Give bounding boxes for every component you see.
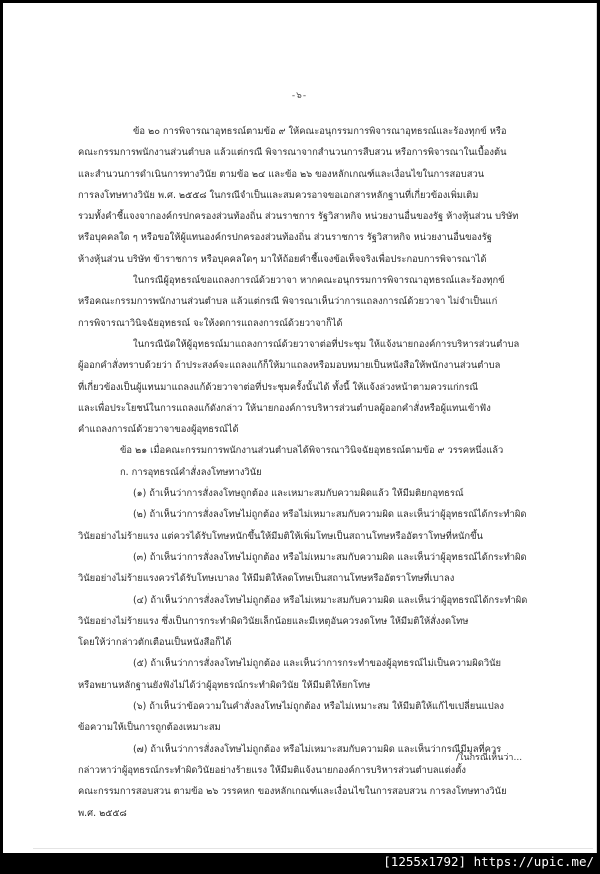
text-line: (๒) ถ้าเห็นว่าการสั่งลงโทษไม่ถูกต้อง หรือไม่เหมาะสมกับความผิด และเห็นว่าผู้อุทธรณ์ได้กระทำผิด xyxy=(133,509,527,521)
text-line: (๖) ถ้าเห็นว่าข้อความในคำสั่งลงโทษไม่ถูกต้อง หรือไม่เหมาะสม ให้มีมติให้แก้ไขเปลี่ยนแปลง xyxy=(133,701,504,713)
text-line: และเพื่อประโยชน์ในการแถลงแก้ดังกล่าว ให้นายกองค์การบริหารส่วนตำบลผู้ออกคำสั่งหรือผู้แทนเข้าฟัง xyxy=(78,402,491,414)
text-line: (๑) ถ้าเห็นว่าการสั่งลงโทษถูกต้อง และเหมาะสมกับความผิดแล้ว ให้มีมติยกอุทธรณ์ xyxy=(133,488,464,500)
text-line: ข้อ ๒๑ เมื่อคณะกรรมการพนักงานส่วนตำบลได้พิจารณาวินิจฉัยอุทธรณ์ตามข้อ ๙ วรรคหนึ่งแล้ว xyxy=(120,445,504,457)
text-line: ข้อความให้เป็นการถูกต้องเหมาะสม xyxy=(78,722,221,734)
text-line: (๓) ถ้าเห็นว่าการสั่งลงโทษไม่ถูกต้อง หรือไม่เหมาะสมกับความผิด และเห็นว่าผู้อุทธรณ์ได้กระทำผิด xyxy=(133,551,527,563)
text-line: การพิจารณาวินิจฉัยอุทธรณ์ จะให้งดการแถลงการณ์ด้วยวาจาก็ได้ xyxy=(78,317,343,329)
page-bottom-edge xyxy=(33,848,593,849)
text-line: วินัยอย่างไม่ร้ายแรง ซึ่งเป็นการกระทำผิดวินัยเล็กน้อยและมีเหตุอันควรงดโทษ ให้มีมติให้สั่งงดโทษ xyxy=(78,615,469,627)
image-host-watermark: [1255x1792] https://upic.me/ xyxy=(383,854,594,869)
text-line: วินัยอย่างไม่ร้ายแรง แต่ควรได้รับโทษหนักขึ้นให้มีมติให้เพิ่มโทษเป็นสถานโทษหรืออัตราโทษที่หนักขึ้น xyxy=(78,530,483,542)
text-line: ห้างหุ้นส่วน บริษัท ข้าราชการ หรือบุคคลใดๆ มาให้ถ้อยคำชี้แจงข้อเท็จจริงเพื่อประกอบการพิจารณาได้ xyxy=(78,253,487,265)
text-line: หรือบุคคลใด ๆ หรือขอให้ผู้แทนองค์กรปกครองส่วนท้องถิ่น ส่วนราชการ รัฐวิสาหกิจ หน่วยงานอื่นของรัฐ xyxy=(78,232,492,244)
text-line: รวมทั้งคำชี้แจงจากองค์กรปกครองส่วนท้องถิ่น ส่วนราชการ รัฐวิสาหกิจ หน่วยงานอื่นของรัฐ ห้างหุ้นส่วน บริษัท xyxy=(78,211,519,223)
document-body xyxy=(78,121,548,824)
text-line: ผู้ออกคำสั่งทราบด้วยว่า ถ้าประสงค์จะแถลงแก้ก็ให้มาแถลงหรือมอบหมายเป็นหนังสือให้พนักงานส่วนตำบล xyxy=(78,360,501,372)
text-line: หรือคณะกรรมการพนักงานส่วนตำบล แล้วแต่กรณี พิจารณาเห็นว่าการแถลงการณ์ด้วยวาจา ไม่จำเป็นแก่ xyxy=(78,296,498,308)
text-line: คณะกรรมการสอบสวน ตามข้อ ๒๖ วรรคหก ของหลักเกณฑ์และเงื่อนไขในการสอบสวน การลงโทษทางวินัย xyxy=(78,786,507,798)
text-line: โดยให้ว่ากล่าวตักเตือนเป็นหนังสือก็ได้ xyxy=(78,637,232,649)
document-page xyxy=(3,3,597,853)
text-line: ก. การอุทธรณ์คำสั่งลงโทษทางวินัย xyxy=(120,466,262,478)
text-line: ที่เกี่ยวข้องเป็นผู้แทนมาแถลงแก้ด้วยวาจาต่อที่ประชุมครั้งนั้นได้ ทั้งนี้ ให้แจ้งล่วงหน้าตามควรแก่กรณี xyxy=(78,381,479,393)
text-line: การลงโทษทางวินัย พ.ศ. ๒๕๕๘ ในกรณีจำเป็นและสมควรอาจขอเอกสารหลักฐานที่เกี่ยวข้องเพิ่มเติม xyxy=(78,189,479,201)
text-line: วินัยอย่างไม่ร้ายแรงควรได้รับโทษเบาลง ให้มีมติให้ลดโทษเป็นสถานโทษหรืออัตราโทษที่เบาลง xyxy=(78,573,455,585)
text-line: ข้อ ๒๐ การพิจารณาอุทธรณ์ตามข้อ ๙ ให้คณะอนุกรรมการพิจารณาอุทธรณ์และร้องทุกข์ หรือ xyxy=(133,126,507,137)
text-line: คณะกรรมการพนักงานส่วนตำบล แล้วแต่กรณี พิจารณาจากสำนวนการสืบสวน หรือการพิจารณาในเบื้องต้น xyxy=(78,147,507,159)
text-line: หรือพยานหลักฐานยังฟังไม่ได้ว่าผู้อุทธรณ์กระทำผิดวินัย ให้มีมติให้ยกโทษ xyxy=(78,679,371,691)
text-line: (๕) ถ้าเห็นว่าการสั่งลงโทษไม่ถูกต้อง และเห็นว่าการกระทำของผู้อุทธรณ์ไม่เป็นความผิดวินัย xyxy=(133,658,502,670)
text-line: และสำนวนการดำเนินการทางวินัย ตามข้อ ๒๔ และข้อ ๒๖ ของหลักเกณฑ์และเงื่อนไขในการสอบสวน xyxy=(78,168,485,180)
text-line: ในกรณีนัดให้ผู้อุทธรณ์มาแถลงการณ์ด้วยวาจาต่อที่ประชุม ให้แจ้งนายกองค์การบริหารส่วนตำบล xyxy=(133,338,520,350)
text-line: (๗) ถ้าเห็นว่าการสั่งลงโทษไม่ถูกต้อง หรือไม่เหมาะสมกับความผิด และเห็นว่ากรณีมีมูลที่ควร xyxy=(133,743,502,755)
text-line: คำแถลงการณ์ด้วยวาจาของผู้อุทธรณ์ได้ xyxy=(78,424,239,436)
text-line: กล่าวหาว่าผู้อุทธรณ์กระทำผิดวินัยอย่างร้ายแรง ให้มีมติแจ้งนายกองค์การบริหารส่วนตำบลแต่งตั้ง xyxy=(78,764,466,776)
text-line: พ.ศ. ๒๕๕๘ xyxy=(78,807,127,819)
text-line: ในกรณีผู้อุทธรณ์ขอแถลงการณ์ด้วยวาจา หากคณะอนุกรรมการพิจารณาอุทธรณ์และร้องทุกข์ xyxy=(133,275,505,287)
text-line: (๔) ถ้าเห็นว่าการสั่งลงโทษไม่ถูกต้อง หรือไม่เหมาะสมกับความผิด และเห็นว่าผู้อุทธรณ์ได้กระทำผิด xyxy=(133,594,528,606)
continuation-marker: /ในกรณีเห็นว่า... xyxy=(456,753,523,763)
page-number: -๖- xyxy=(291,91,308,101)
